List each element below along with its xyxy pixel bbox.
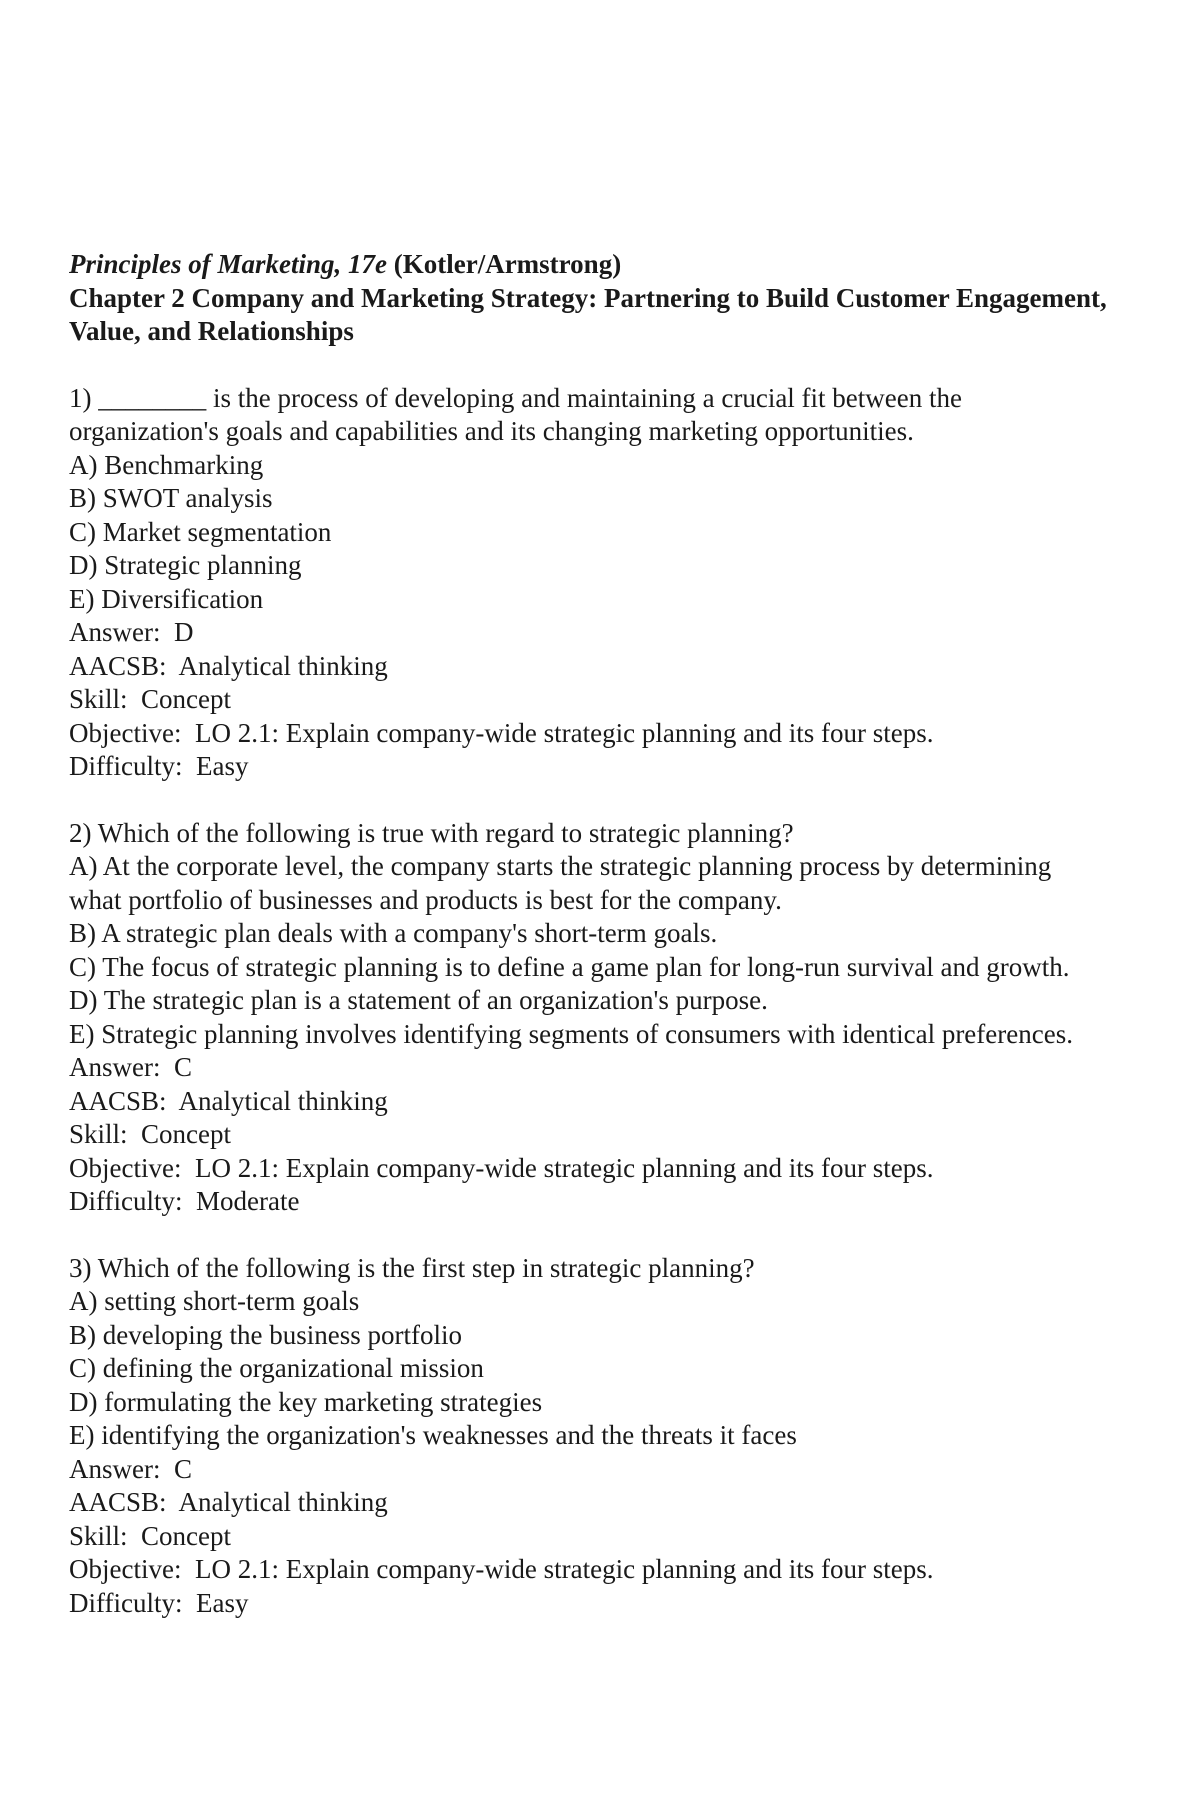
question-2 bbox=[69, 817, 1200, 1219]
question-stem: organization's goals and capabilities and its changing marketing opportunities. bbox=[69, 416, 914, 446]
answer-option: C) defining the organizational mission bbox=[69, 1353, 484, 1383]
answer-option: A) Benchmarking bbox=[69, 449, 264, 480]
aacsb-tag: AACSB: Analytical thinking bbox=[69, 650, 388, 681]
book-title: Principles of Marketing, 17e bbox=[69, 249, 387, 279]
answer-option: E) Diversification bbox=[69, 583, 264, 614]
difficulty-tag: Difficulty: Easy bbox=[69, 751, 249, 781]
answer-key: Answer: C bbox=[69, 1453, 192, 1484]
question-stem: 2) Which of the following is true with regard to strategic planning? bbox=[69, 817, 794, 848]
question-stem: 1) ________ is the process of developing and maintaining a crucial fit between the bbox=[69, 382, 962, 413]
answer-option-continued: what portfolio of businesses and products is best for the company. bbox=[69, 884, 782, 915]
question-stem: 3) Which of the following is the first step in strategic planning? bbox=[69, 1252, 755, 1283]
answer-option: D) formulating the key marketing strategies bbox=[69, 1386, 543, 1417]
objective-tag: Objective: LO 2.1: Explain company-wide strategic planning and its four steps. bbox=[69, 1152, 934, 1183]
answer-option: C) The focus of strategic planning is to define a game plan for long-run survival and growth. bbox=[69, 951, 1070, 982]
objective-tag: Objective: LO 2.1: Explain company-wide strategic planning and its four steps. bbox=[69, 1554, 934, 1584]
chapter-title-line-1: Chapter 2 Company and Marketing Strategy: Partnering to Build Customer Engagement, bbox=[69, 282, 1107, 313]
document-page bbox=[69, 248, 1200, 1620]
answer-option: B) developing the business portfolio bbox=[69, 1319, 462, 1350]
chapter-title-line-2: Value, and Relationships bbox=[69, 316, 354, 346]
objective-tag: Objective: LO 2.1: Explain company-wide strategic planning and its four steps. bbox=[69, 717, 934, 748]
answer-option: B) SWOT analysis bbox=[69, 483, 273, 513]
answer-option: E) Strategic planning involves identifying segments of consumers with identical preferences. bbox=[69, 1018, 1073, 1049]
skill-tag: Skill: Concept bbox=[69, 684, 231, 714]
answer-option: A) At the corporate level, the company starts the strategic planning process by determining bbox=[69, 851, 1052, 881]
answer-option: A) setting short-term goals bbox=[69, 1286, 360, 1316]
answer-option: B) A strategic plan deals with a company's short-term goals. bbox=[69, 918, 718, 948]
difficulty-tag: Difficulty: Moderate bbox=[69, 1186, 300, 1216]
question-3 bbox=[69, 1252, 1200, 1621]
question-1 bbox=[69, 382, 1200, 784]
book-authors: (Kotler/Armstrong) bbox=[393, 249, 622, 279]
answer-option: D) The strategic plan is a statement of an organization's purpose. bbox=[69, 985, 768, 1015]
aacsb-tag: AACSB: Analytical thinking bbox=[69, 1487, 388, 1517]
answer-option: D) Strategic planning bbox=[69, 550, 302, 580]
answer-key: Answer: C bbox=[69, 1052, 192, 1082]
answer-option: C) Market segmentation bbox=[69, 516, 332, 547]
answer-option: E) identifying the organization's weaknesses and the threats it faces bbox=[69, 1420, 797, 1450]
difficulty-tag: Difficulty: Easy bbox=[69, 1587, 249, 1618]
skill-tag: Skill: Concept bbox=[69, 1520, 231, 1551]
book-title-line bbox=[69, 248, 1200, 282]
skill-tag: Skill: Concept bbox=[69, 1119, 231, 1149]
aacsb-tag: AACSB: Analytical thinking bbox=[69, 1085, 388, 1116]
answer-key: Answer: D bbox=[69, 617, 194, 647]
